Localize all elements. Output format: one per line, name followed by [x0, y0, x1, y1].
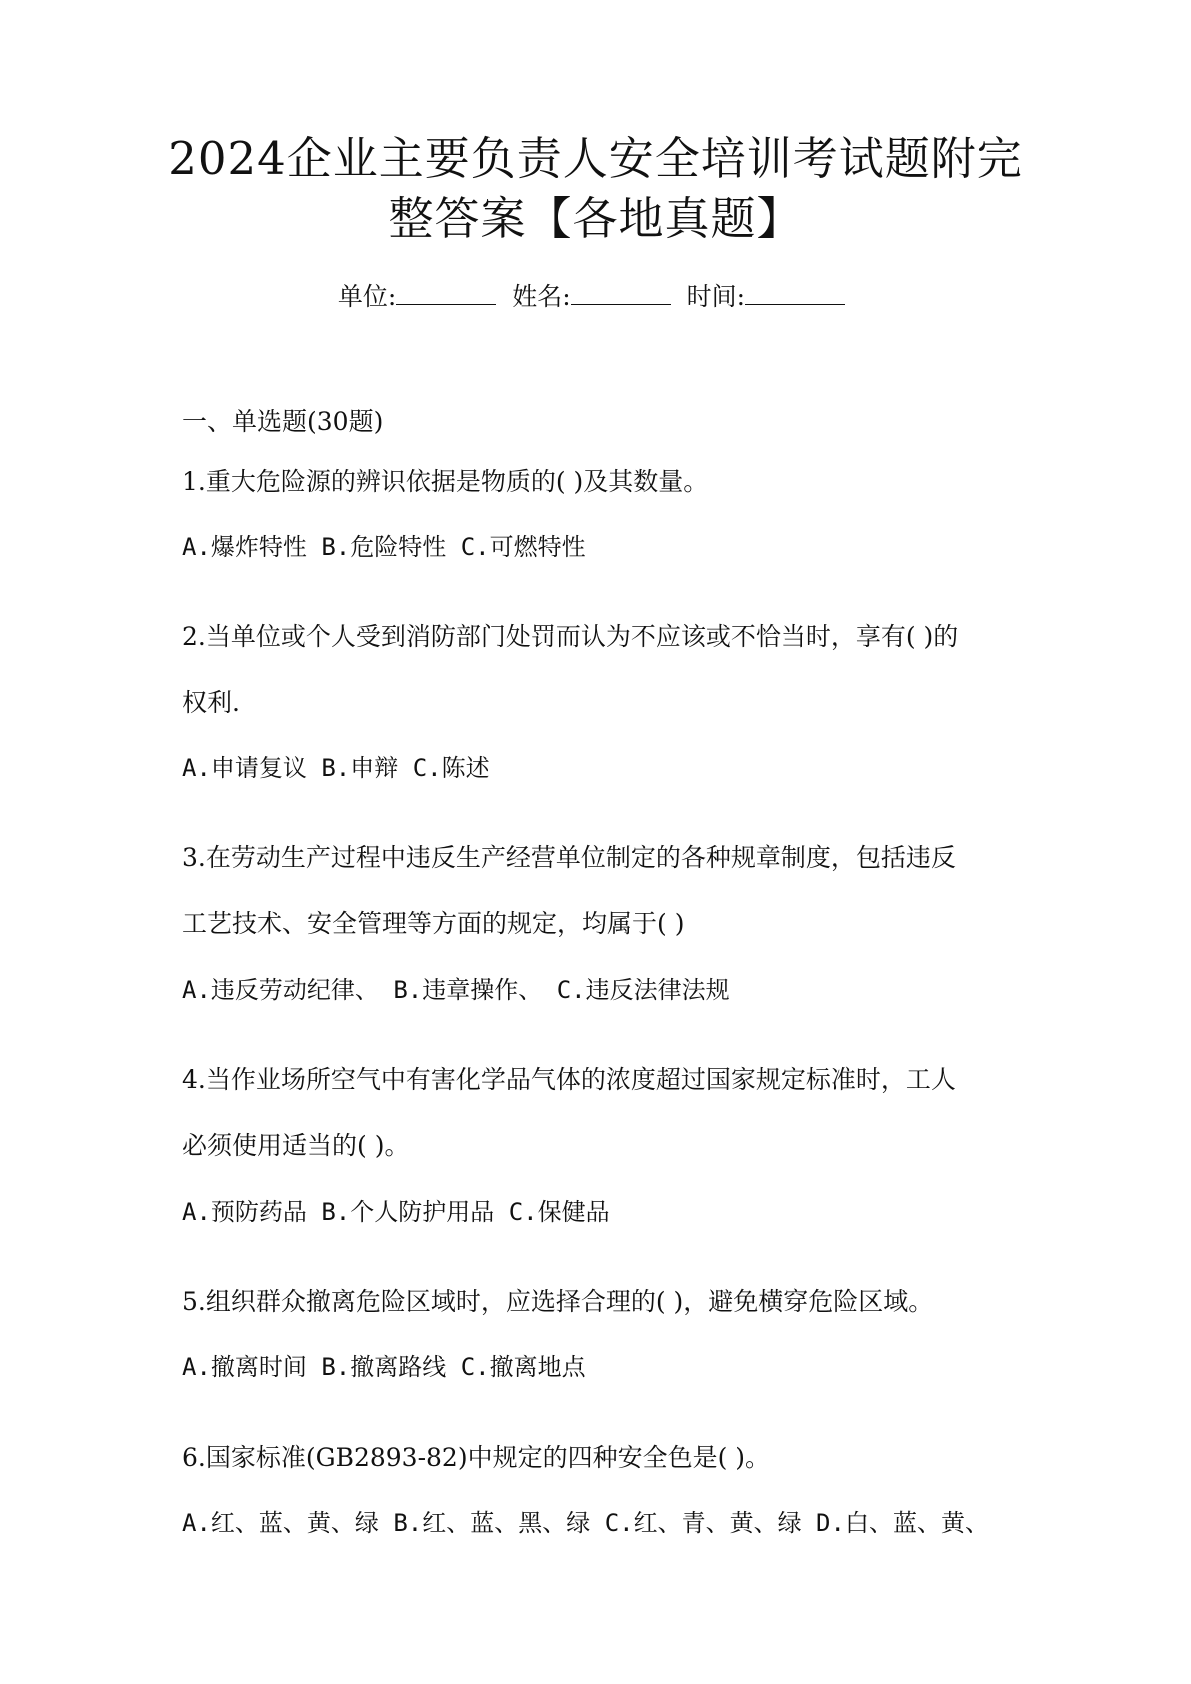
info-fields: [0, 280, 1191, 314]
question-2-options: A.申请复议 B.申辩 C.陈述: [182, 754, 490, 782]
section-heading: 一、单选题(30题): [182, 407, 384, 436]
unit-blank: [396, 282, 496, 305]
question-3-stem-line-1: 3.在劳动生产过程中违反生产经营单位制定的各种规章制度，包括违反: [182, 843, 956, 872]
question-5-options: A.撤离时间 B.撤离路线 C.撤离地点: [182, 1353, 586, 1381]
question-4-options: A.预防药品 B.个人防护用品 C.保健品: [182, 1198, 610, 1226]
question-1-options: A.爆炸特性 B.危险特性 C.可燃特性: [182, 533, 586, 561]
name-blank: [571, 282, 671, 305]
question-5-stem: 5.组织群众撤离危险区域时，应选择合理的( )，避免横穿危险区域。: [182, 1287, 934, 1316]
unit-label: 单位:: [337, 282, 397, 311]
time-blank: [745, 282, 845, 305]
question-4-stem-line-1: 4.当作业场所空气中有害化学品气体的浓度超过国家规定标准时，工人: [182, 1065, 956, 1094]
document-title-line-2: 整答案【各地真题】: [388, 192, 803, 245]
question-2-stem-line-1: 2.当单位或个人受到消防部门处罚而认为不应该或不恰当时，享有( )的: [182, 622, 959, 651]
question-4-stem-line-2: 必须使用适当的( )。: [182, 1131, 410, 1160]
question-6-options: A.红、蓝、黄、绿 B.红、蓝、黑、绿 C.红、青、黄、绿 D.白、蓝、黄、: [182, 1509, 989, 1537]
name-label: 姓名:: [512, 282, 571, 311]
question-3-stem-line-2: 工艺技术、安全管理等方面的规定，均属于( ): [182, 909, 685, 938]
time-label: 时间:: [686, 282, 746, 311]
question-2-stem-line-2: 权利.: [182, 688, 240, 717]
question-6-stem: 6.国家标准(GB2893-82)中规定的四种安全色是( )。: [182, 1443, 771, 1472]
question-3-options: A.违反劳动纪律、 B.违章操作、 C.违反法律法规: [182, 976, 730, 1004]
document-title-line-1: 2024企业主要负责人安全培训考试题附完: [168, 132, 1023, 185]
question-1-stem: 1.重大危险源的辨识依据是物质的( )及其数量。: [182, 467, 709, 496]
